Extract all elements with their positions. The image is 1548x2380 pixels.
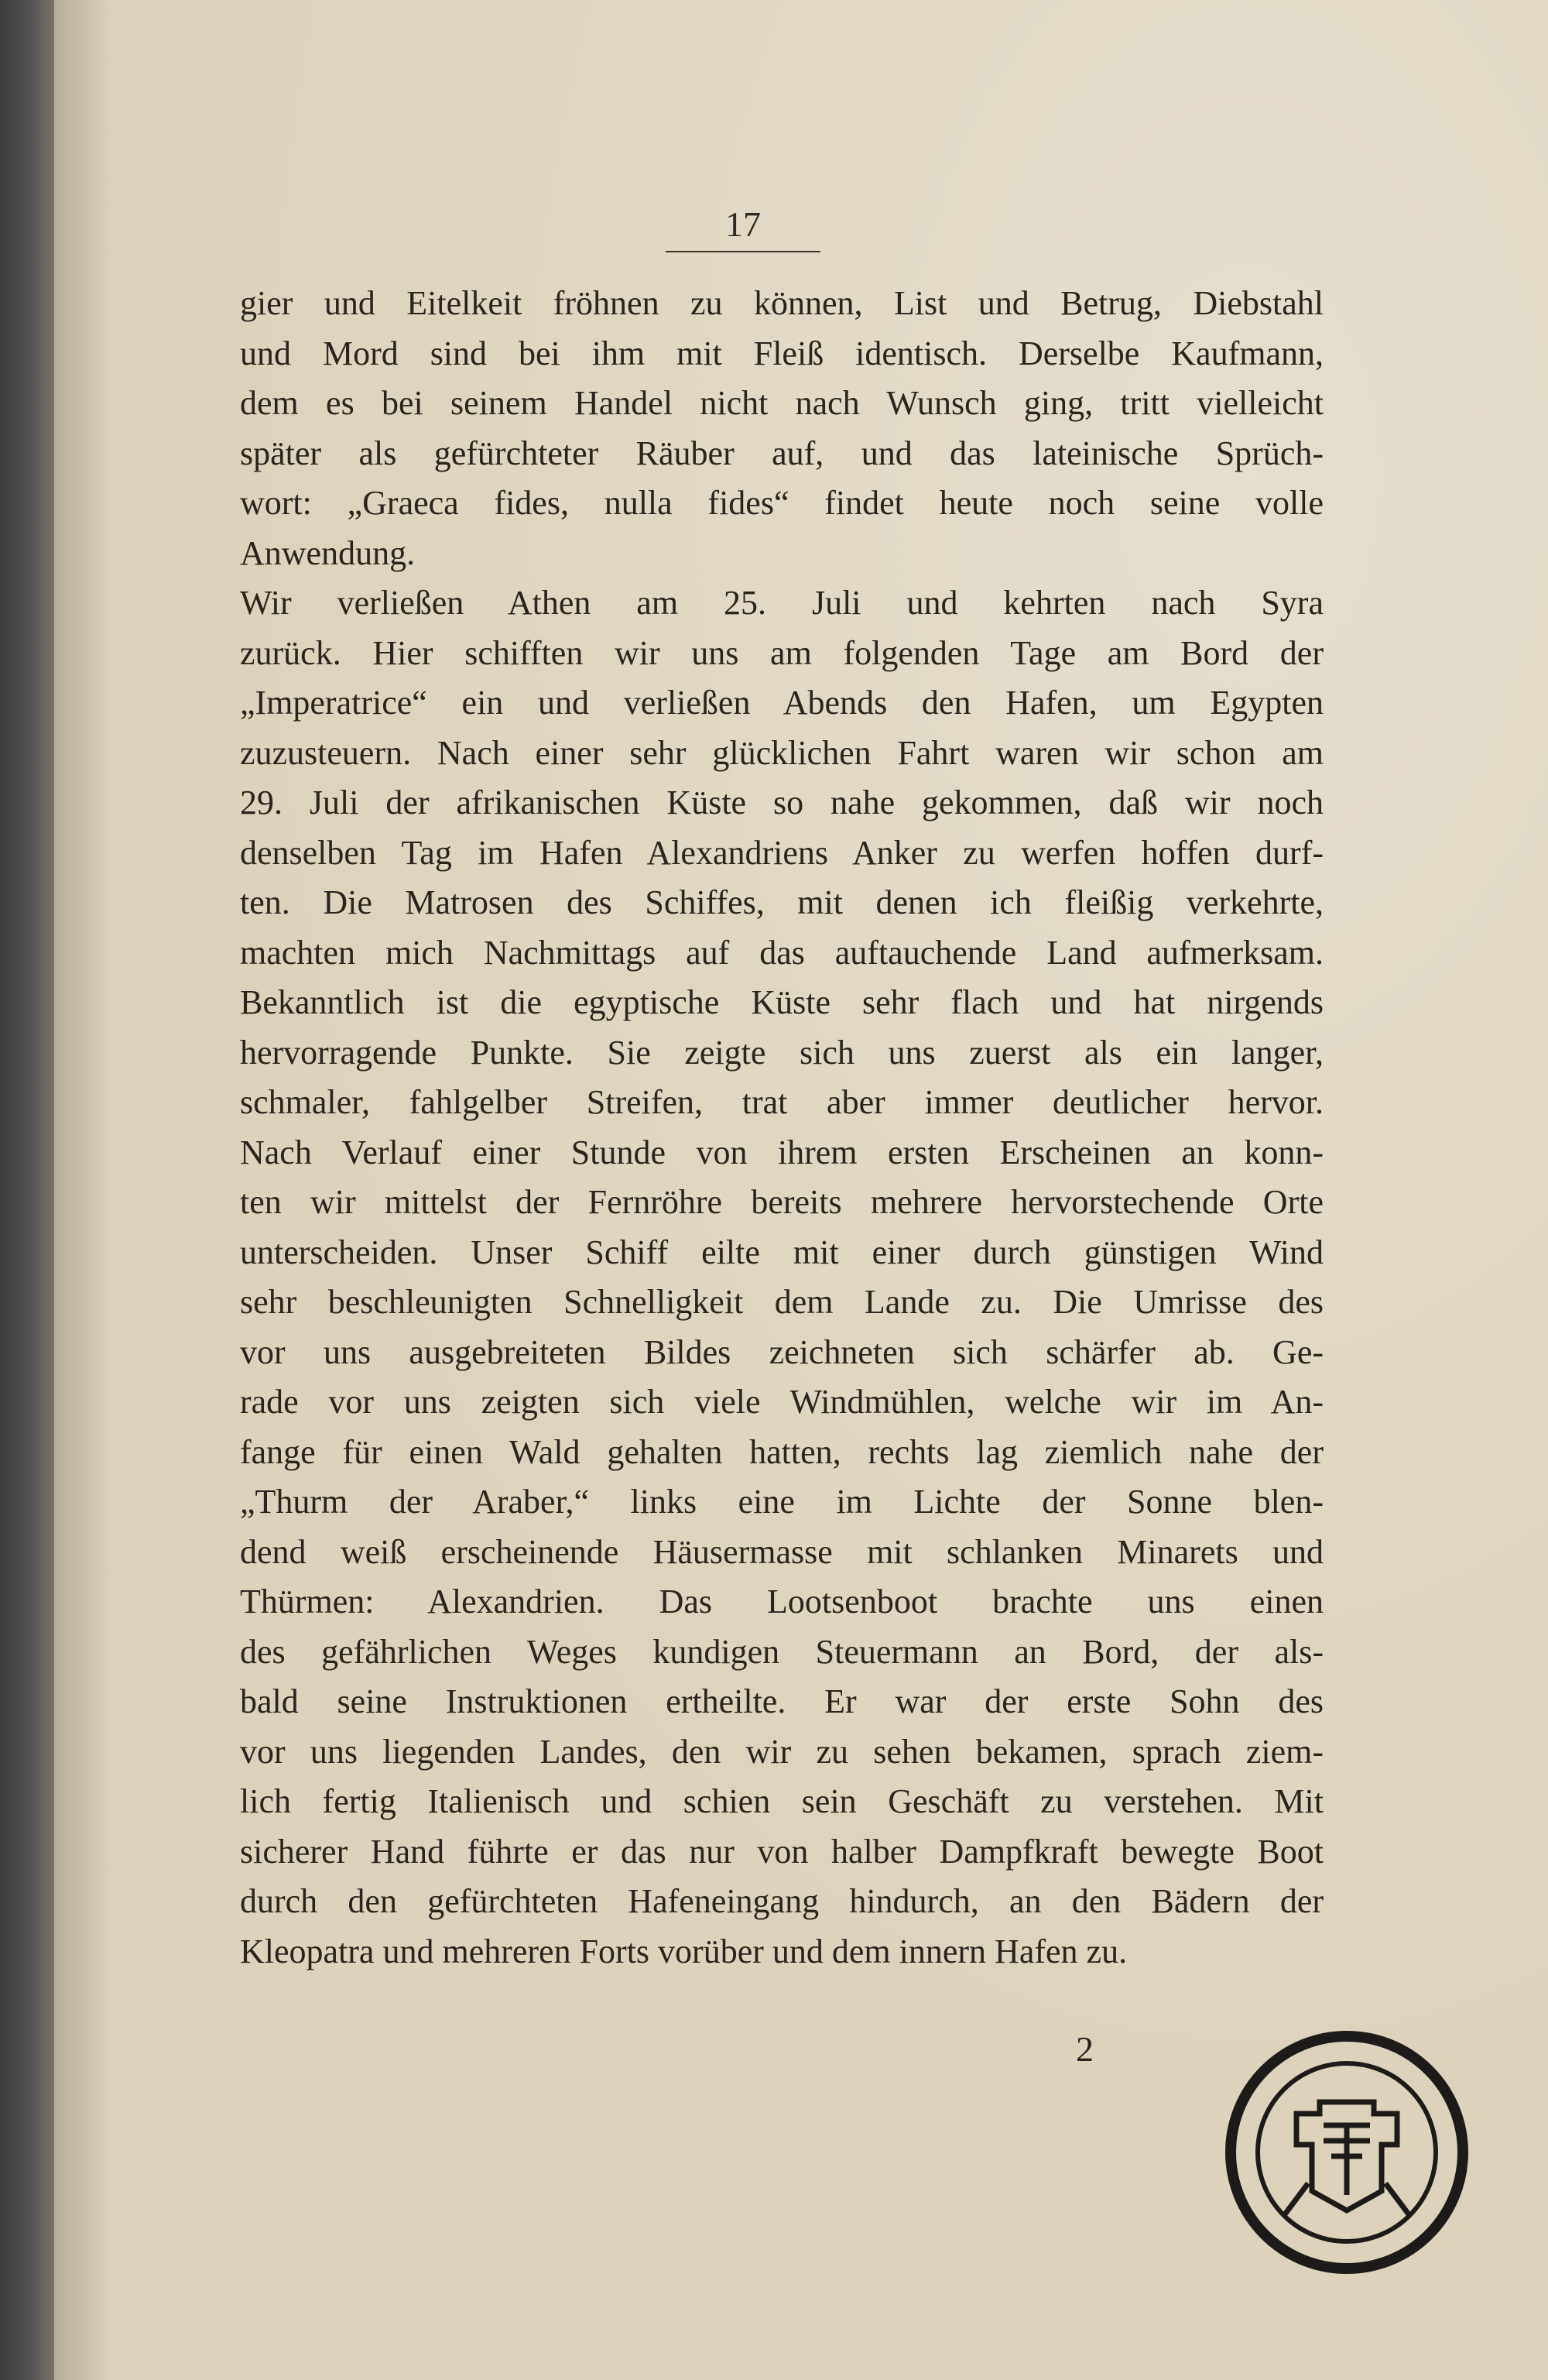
text-line: Nach Verlauf einer Stunde von ihrem ersten Erscheinen an konn- (240, 1133, 1324, 1171)
header-rule (666, 251, 820, 252)
text-line: und Mord sind bei ihm mit Fleiß identisch. Derselbe Kaufmann, (240, 334, 1324, 372)
text-line: fange für einen Wald gehalten hatten, rechts lag ziemlich nahe der (240, 1432, 1324, 1471)
text-line: sehr beschleunigten Schnelligkeit dem Lande zu. Die Umrisse des (240, 1283, 1324, 1321)
text-line: Wir verließen Athen am 25. Juli und kehrten nach Syra (240, 584, 1324, 622)
text-line: 29. Juli der afrikanischen Küste so nahe gekommen, daß wir noch (240, 784, 1324, 821)
text-line: machten mich Nachmittags auf das auftauchende Land aufmerksam. (240, 933, 1324, 972)
page-number: 17 (725, 204, 761, 244)
text-line: sicherer Hand führte er das nur von halber Dampfkraft bewegte Boot (240, 1832, 1324, 1871)
text-line: gier und Eitelkeit fröhnen zu können, List und Betrug, Diebstahl (240, 284, 1324, 322)
text-line: vor uns ausgebreiteten Bildes zeichneten sich schärfer ab. Ge- (240, 1332, 1324, 1371)
text-line: dem es bei seinem Handel nicht nach Wunsch ging, tritt vielleicht (240, 384, 1324, 422)
text-line: Bekanntlich ist die egyptische Küste sehr flach und hat nirgends (240, 983, 1324, 1021)
signature-mark: 2 (1076, 2029, 1094, 2069)
page-header (666, 201, 820, 252)
text-line: ten. Die Matrosen des Schiffes, mit denen ich fleißig verkehrte, (240, 883, 1324, 921)
text-line: bald seine Instruktionen ertheilte. Er war der erste Sohn des (240, 1682, 1324, 1720)
text-line: lich fertig Italienisch und schien sein Geschäft zu verstehen. Mit (240, 1782, 1324, 1820)
text-line: unterscheiden. Unser Schiff eilte mit einer durch günstigen Wind (240, 1233, 1324, 1271)
text-line: durch den gefürchteten Hafeneingang hindurch, an den Bädern der (240, 1882, 1324, 1920)
text-line: Kleopatra und mehreren Forts vorüber und dem innern Hafen zu. (240, 1932, 1128, 1970)
text-line: zurück. Hier schifften wir uns am folgenden Tage am Bord der (240, 633, 1324, 672)
text-line: Thürmen: Alexandrien. Das Lootsenboot brachte uns einen (240, 1583, 1324, 1620)
text-line: ten wir mittelst der Fernröhre bereits mehrere hervorstechende Orte (240, 1183, 1324, 1221)
text-line: denselben Tag im Hafen Alexandriens Anker zu werfen hoffen durf- (240, 833, 1324, 872)
text-line: dend weiß erscheinende Häusermasse mit schlanken Minarets und (240, 1532, 1324, 1571)
text-line: wort: „Graeca fides, nulla fides“ findet heute noch seine volle (240, 484, 1324, 522)
text-line: später als gefürchteter Räuber auf, und das lateinische Sprüch- (240, 434, 1324, 472)
text-line: Anwendung. (240, 533, 416, 572)
text-line: hervorragende Punkte. Sie zeigte sich uns zuerst als ein langer, (240, 1033, 1324, 1072)
text-line: zuzusteuern. Nach einer sehr glücklichen Fahrt waren wir schon am (240, 733, 1324, 772)
text-line: schmaler, fahlgelber Streifen, trat aber immer deutlicher hervor. (240, 1083, 1324, 1121)
text-line: „Thurm der Araber,“ links eine im Lichte der Sonne blen- (240, 1483, 1324, 1521)
text-line: „Imperatrice“ ein und verließen Abends den Hafen, um Egypten (240, 684, 1324, 722)
text-line: vor uns liegenden Landes, den wir zu sehen bekamen, sprach ziem- (240, 1732, 1324, 1771)
text-line: des gefährlichen Weges kundigen Steuermann an Bord, der als- (240, 1632, 1324, 1671)
text-line: rade vor uns zeigten sich viele Windmühlen, welche wir im An- (240, 1383, 1324, 1421)
library-stamp-icon (1223, 2028, 1471, 2276)
book-spine (0, 0, 54, 2380)
body-text (240, 279, 1324, 1977)
book-page (54, 0, 1548, 2380)
